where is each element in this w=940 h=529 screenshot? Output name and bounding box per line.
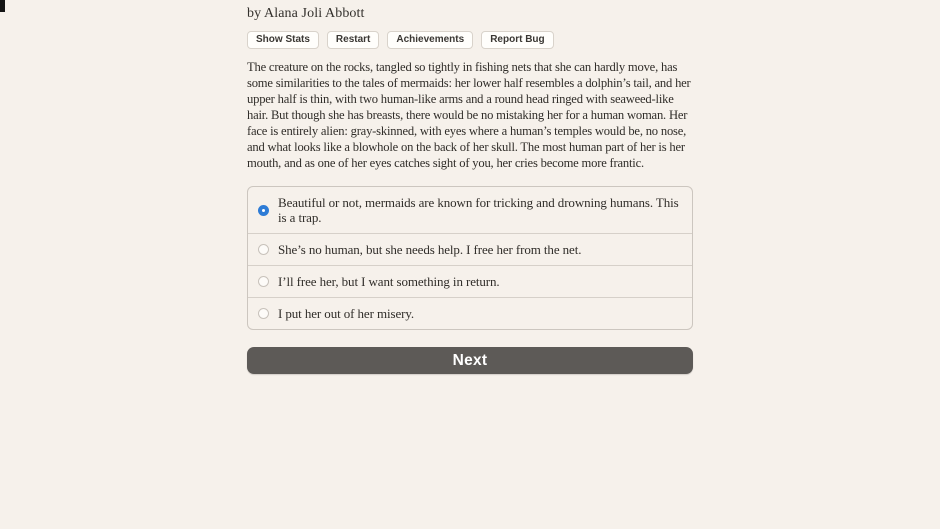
radio-icon[interactable] xyxy=(258,308,269,319)
choice-label: I’ll free her, but I want something in return. xyxy=(278,274,500,289)
restart-button[interactable]: Restart xyxy=(327,31,379,49)
choice-option[interactable] xyxy=(248,233,692,265)
choice-option[interactable] xyxy=(248,297,692,329)
choice-label: Beautiful or not, mermaids are known for tricking and drowning humans. This is a trap. xyxy=(278,195,679,225)
byline: by Alana Joli Abbott xyxy=(247,6,365,21)
toolbar xyxy=(247,31,693,49)
report-bug-button[interactable]: Report Bug xyxy=(481,31,553,49)
story-paragraph: The creature on the rocks, tangled so tightly in fishing nets that she can hardly move, has some similarities to the tales of mermaids: her lower half resembles a dolphin’s tail, and her upper half is thin, with two human-like arms and a round head ringed with seaweed-like hair. But though she has breasts, there would be no mistaking her for a human woman. Her face is entirely alien: gray-skinned, with eyes where a human’s temples would be, no nose, and what looks like a blowhole on the back of her skull. The most human part of her is her mouth, and as one of her eyes catches sight of you, her cries become more frantic. xyxy=(247,60,691,170)
next-button[interactable]: Next xyxy=(247,347,693,374)
show-stats-button[interactable]: Show Stats xyxy=(247,31,319,49)
choice-label: I put her out of her misery. xyxy=(278,306,415,321)
choice-label: She’s no human, but she needs help. I free her from the net. xyxy=(278,242,582,257)
achievements-button[interactable]: Achievements xyxy=(387,31,473,49)
content-column xyxy=(247,5,693,374)
choice-option[interactable] xyxy=(248,265,692,297)
choice-option[interactable] xyxy=(248,187,692,233)
radio-icon[interactable] xyxy=(258,205,269,216)
radio-icon[interactable] xyxy=(258,244,269,255)
choice-list xyxy=(247,186,693,330)
radio-icon[interactable] xyxy=(258,276,269,287)
screen-corner-artifact xyxy=(0,0,5,12)
